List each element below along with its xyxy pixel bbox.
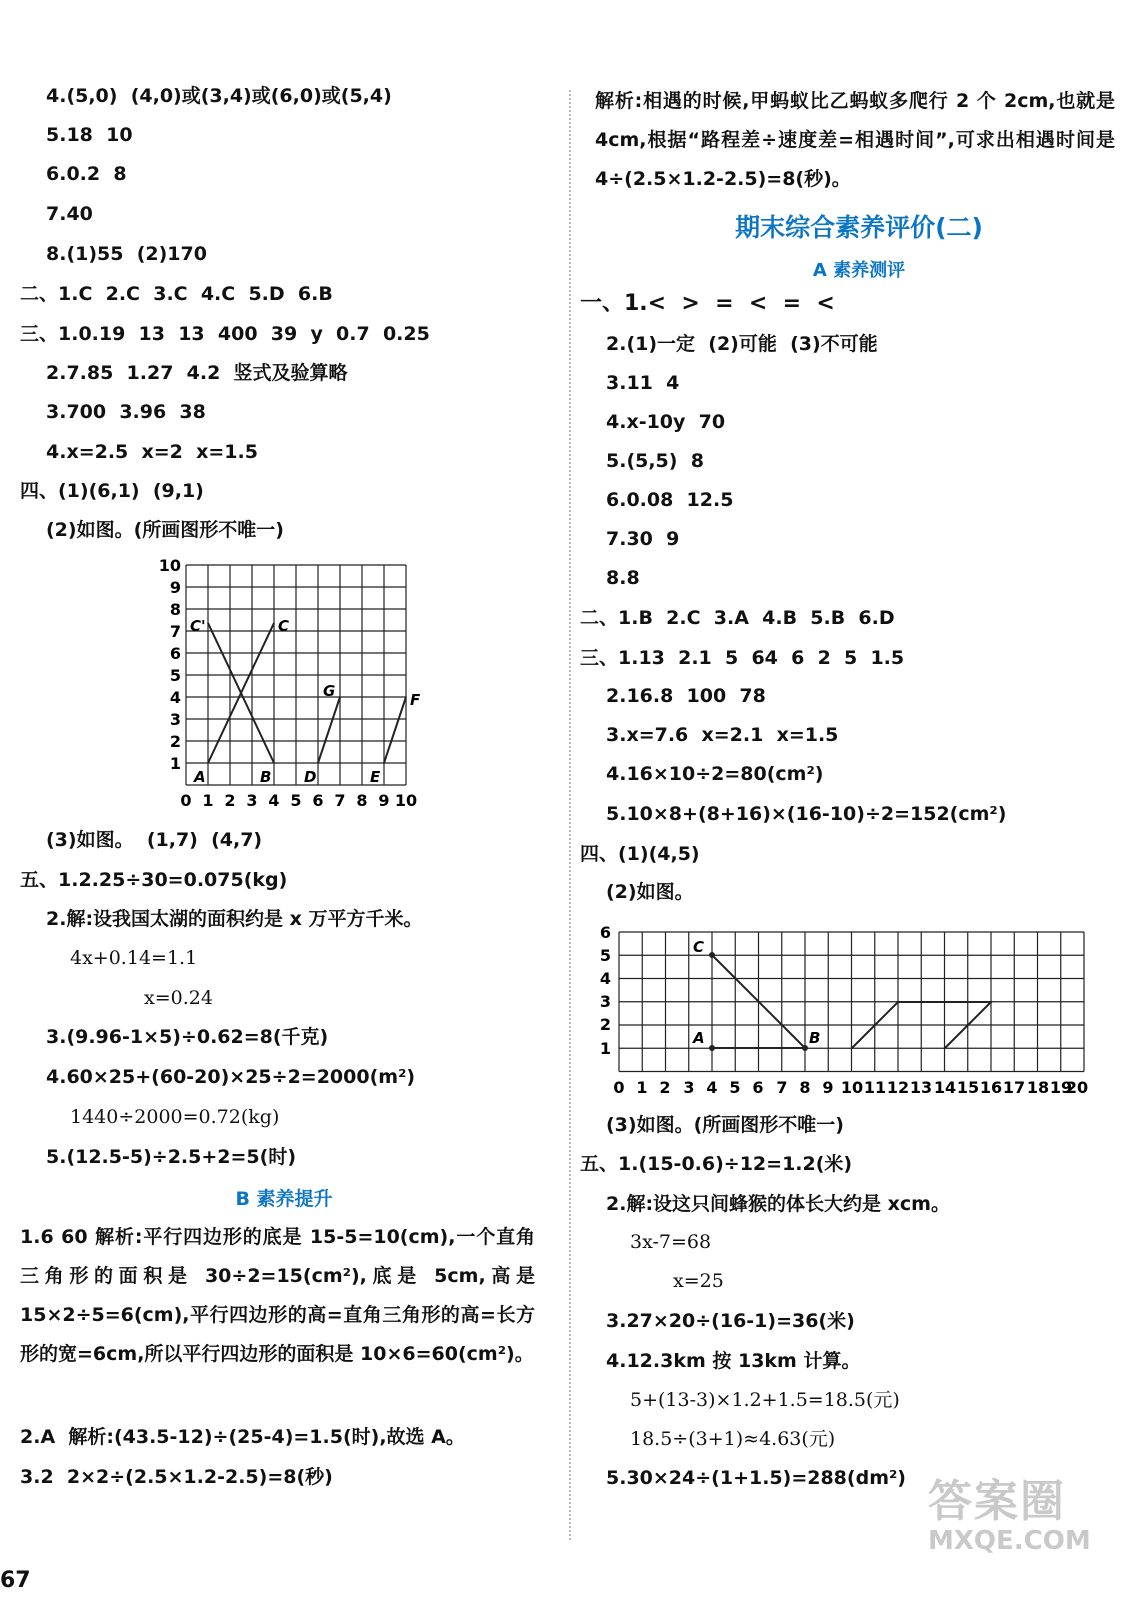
answer-line: 2.(1)一定 (2)可能 (3)不可能 xyxy=(606,333,878,355)
section-4-answer-3: (3)如图。 (1,7) (4,7) xyxy=(46,829,263,851)
x-tick: 7 xyxy=(334,791,346,810)
section-4-answer-1: 四、(1)(6,1) (9,1) xyxy=(20,480,204,502)
x-tick: 5 xyxy=(729,1078,741,1097)
analysis-paragraph: 解析:相遇的时候,甲蚂蚁比乙蚂蚁多爬行 2 个 2cm,也就是 4cm,根据“路程差÷速度差=相遇时间”,可求出相遇时间是 4÷(2.5×1.2-2.5)=8(秒)。 xyxy=(595,90,1115,190)
x-tick: 4 xyxy=(706,1078,718,1097)
x-tick: 10 xyxy=(394,791,418,810)
equation-line: 18.5÷(3+1)≈4.63(元) xyxy=(630,1428,836,1450)
section-5-answer-5: 5.(12.5-5)÷2.5+2=5(时) xyxy=(46,1146,297,1168)
y-tick: 2 xyxy=(169,732,181,751)
answer-line: 8.8 xyxy=(606,567,640,589)
section-5-answer-3: 3.(9.96-1×5)÷0.62=8(千克) xyxy=(46,1026,329,1048)
section-5-answer-4: 4.60×25+(60-20)×25÷2=2000(m²) xyxy=(46,1066,416,1088)
section-3-answer-3: 3.700 3.96 38 xyxy=(46,401,206,423)
x-tick: 6 xyxy=(312,791,324,810)
equation-line: x=25 xyxy=(673,1270,724,1292)
y-tick: 6 xyxy=(169,644,181,663)
y-tick: 8 xyxy=(169,600,181,619)
answer-line: 4.(5,0) (4,0)或(3,4)或(6,0)或(5,4) xyxy=(46,85,392,107)
y-tick: 9 xyxy=(169,578,181,597)
y-tick: 7 xyxy=(169,622,181,641)
x-tick: 16 xyxy=(979,1078,1003,1097)
section-3-answer-3: 3.x=7.6 x=2.1 x=1.5 xyxy=(606,724,839,746)
graph1-grid xyxy=(186,565,406,785)
answer-line: 7.40 xyxy=(46,203,93,225)
section-3-answer-2: 2.7.85 1.27 4.2 竖式及验算略 xyxy=(46,362,348,384)
y-tick: 2 xyxy=(599,1015,611,1034)
x-tick: 14 xyxy=(933,1078,957,1097)
label-b: B xyxy=(260,768,272,786)
x-tick: 9 xyxy=(378,791,390,810)
section-3-answer-2: 2.16.8 100 78 xyxy=(606,685,766,707)
section-5-answer-1: 五、1.2.25÷30=0.075(kg) xyxy=(20,869,288,891)
section-b-answer-1: 1.6 60 解析:平行四边形的底是 15-5=10(cm),一个直角三角形的面积是 30÷2=15(cm²),底是 5cm,高是 15×2÷5=6(cm),平行四边形的高=直角三角形的高=长方形的宽=6cm,所以平行四边形的面积是 10×6=60(cm²)。 xyxy=(20,1226,535,1365)
page-section-title: 期末综合素养评价(二) xyxy=(735,213,983,242)
y-tick: 3 xyxy=(169,710,181,729)
watermark-url: MXQE.COM xyxy=(928,1526,1091,1556)
answer-line: 5.(5,5) 8 xyxy=(606,450,704,472)
label-f: F xyxy=(410,691,421,709)
section-4-answer-3: (3)如图。(所画图形不唯一) xyxy=(606,1114,844,1136)
equation-line: x=0.24 xyxy=(144,987,213,1009)
watermark-logo-text: 答案圈 xyxy=(928,1476,1066,1527)
x-tick: 8 xyxy=(799,1078,811,1097)
y-tick: 5 xyxy=(169,666,181,685)
x-tick: 18 xyxy=(1026,1078,1050,1097)
y-tick: 3 xyxy=(599,992,611,1011)
section-3-answer-1: 三、1.0.19 13 13 400 39 y 0.7 0.25 xyxy=(20,323,430,345)
label-a: A xyxy=(194,768,206,786)
x-tick: 20 xyxy=(1065,1078,1089,1097)
x-tick: 6 xyxy=(752,1078,764,1097)
answer-line: 4.x-10y 70 xyxy=(606,411,726,433)
equation-line: 3x-7=68 xyxy=(630,1231,712,1253)
answer-line: 8.(1)55 (2)170 xyxy=(46,243,207,265)
coordinate-graph-1 xyxy=(150,556,430,815)
section-4-answer-2: (2)如图。 xyxy=(606,881,694,903)
section-3-answer-4: 4.16×10÷2=80(cm²) xyxy=(606,763,824,785)
section-2-answers: 二、1.C 2.C 3.C 4.C 5.D 6.B xyxy=(20,283,333,305)
label-c: C xyxy=(693,938,705,956)
section-3-answer-1: 三、1.13 2.1 5 64 6 2 5 1.5 xyxy=(580,647,905,669)
section-b-answer-2: 2.A 解析:(43.5-12)÷(25-4)=1.5(时),故选 A。 xyxy=(20,1426,465,1448)
x-tick: 12 xyxy=(886,1078,910,1097)
answer-line: 3.11 4 xyxy=(606,372,680,394)
graph1-lines xyxy=(208,623,406,763)
answer-line: 6.0.08 12.5 xyxy=(606,489,734,511)
equation-line: 5+(13-3)×1.2+1.5=18.5(元) xyxy=(630,1389,900,1411)
section-3-answer-5: 5.10×8+(8+16)×(16-10)÷2=152(cm²) xyxy=(606,803,1007,825)
equation-line: 4x+0.14=1.1 xyxy=(70,947,198,969)
section-4-answer-1: 四、(1)(4,5) xyxy=(580,843,700,865)
coordinate-graph-2 xyxy=(593,918,1089,1103)
x-tick: 13 xyxy=(909,1078,933,1097)
x-tick: 15 xyxy=(956,1078,980,1097)
x-tick: 2 xyxy=(659,1078,671,1097)
y-tick: 4 xyxy=(599,969,611,988)
section-5-answer-3: 3.27×20÷(16-1)=36(米) xyxy=(606,1310,855,1332)
equation-line: 1440÷2000=0.72(kg) xyxy=(70,1106,280,1128)
segment-e-f xyxy=(384,697,406,763)
label-c: C xyxy=(278,617,290,635)
section-b-heading: B 素养提升 xyxy=(235,1188,333,1210)
x-tick: 3 xyxy=(246,791,258,810)
x-tick: 1 xyxy=(636,1078,648,1097)
label-c-prime: C' xyxy=(190,617,206,635)
y-tick: 1 xyxy=(599,1039,611,1058)
label-d: D xyxy=(304,768,317,786)
section-5-answer-5: 5.30×24÷(1+1.5)=288(dm²) xyxy=(606,1467,906,1489)
answer-line: 6.0.2 8 xyxy=(46,163,127,185)
watermark xyxy=(928,1478,1091,1556)
y-tick: 6 xyxy=(599,923,611,942)
y-tick: 10 xyxy=(158,556,181,575)
y-tick: 4 xyxy=(169,688,181,707)
x-tick: 8 xyxy=(356,791,368,810)
label-b: B xyxy=(809,1029,821,1047)
section-5-answer-2: 2.解:设我国太湖的面积约是 x 万平方千米。 xyxy=(46,908,423,930)
section-4-answer-2: (2)如图。(所画图形不唯一) xyxy=(46,519,284,541)
section-5-answer-4: 4.12.3km 按 13km 计算。 xyxy=(606,1350,861,1372)
x-tick: 17 xyxy=(1002,1078,1026,1097)
section-5-answer-2: 2.解:设这只间蜂猴的体长大约是 xcm。 xyxy=(606,1193,950,1215)
x-tick: 9 xyxy=(822,1078,834,1097)
section-1-answer-1: 一、1.< > = < = < xyxy=(580,291,835,316)
answer-line: 7.30 9 xyxy=(606,528,680,550)
x-tick: 7 xyxy=(776,1078,788,1097)
section-a-heading: A 素养测评 xyxy=(812,260,906,281)
segment-d-g xyxy=(318,697,340,763)
section-3-answer-4: 4.x=2.5 x=2 x=1.5 xyxy=(46,441,258,463)
x-tick: 1 xyxy=(202,791,214,810)
label-e: E xyxy=(370,768,381,786)
graph2-grid xyxy=(619,932,1084,1072)
x-tick: 11 xyxy=(863,1078,887,1097)
x-tick: 5 xyxy=(290,791,302,810)
section-b-answer-3: 3.2 2×2÷(2.5×1.2-2.5)=8(秒) xyxy=(20,1466,333,1488)
answer-line: 5.18 10 xyxy=(46,124,133,146)
section-5-answer-1: 五、1.(15-0.6)÷12=1.2(米) xyxy=(580,1153,853,1175)
label-a: A xyxy=(693,1029,705,1047)
page-number: 67 xyxy=(0,1568,31,1593)
x-tick: 4 xyxy=(268,791,280,810)
column-divider xyxy=(569,90,571,1540)
x-tick: 3 xyxy=(683,1078,695,1097)
x-tick: 19 xyxy=(1049,1078,1073,1097)
x-tick: 10 xyxy=(840,1078,864,1097)
x-tick: 2 xyxy=(224,791,236,810)
section-2-answers: 二、1.B 2.C 3.A 4.B 5.B 6.D xyxy=(580,607,895,629)
x-tick: 0 xyxy=(613,1078,625,1097)
y-tick: 5 xyxy=(599,946,611,965)
label-g: G xyxy=(323,682,336,700)
x-tick: 0 xyxy=(180,791,192,810)
y-tick: 1 xyxy=(169,754,181,773)
